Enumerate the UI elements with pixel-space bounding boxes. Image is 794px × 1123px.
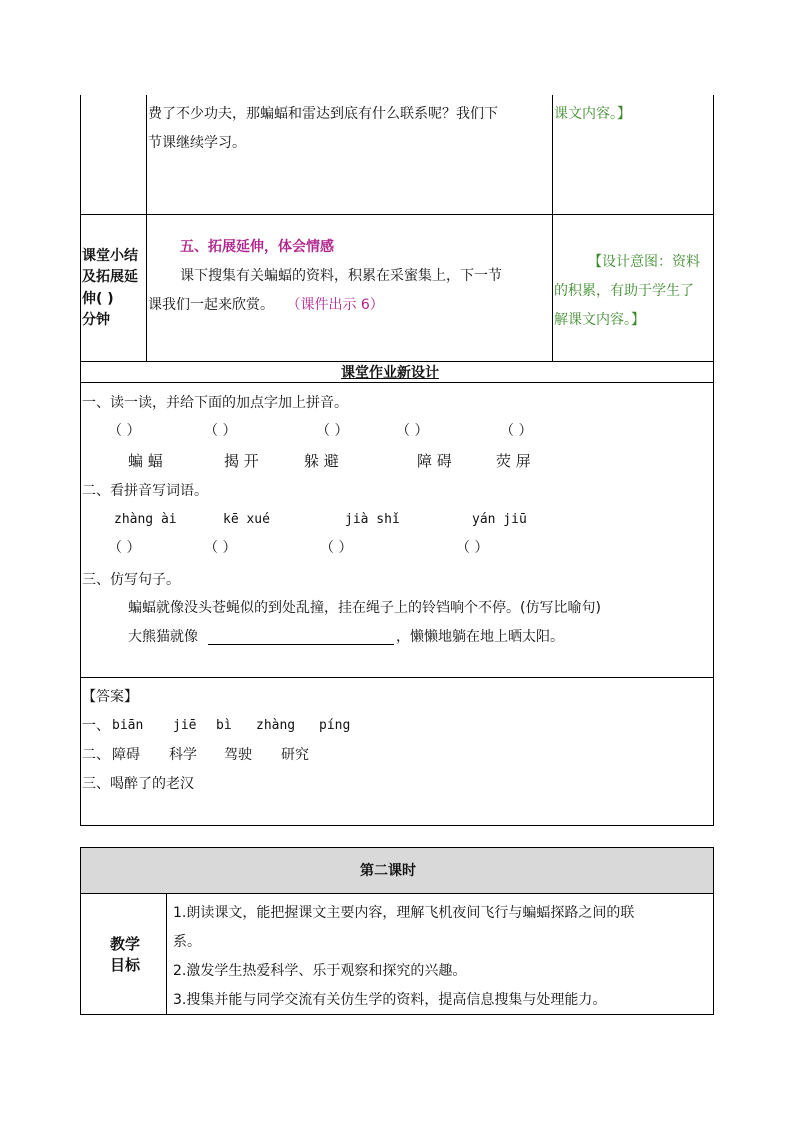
q1-bracket-5: （ ） bbox=[500, 423, 533, 439]
q1-title: 一、读一读，并给下面的加点字加上拼音。 bbox=[82, 395, 348, 411]
q1-bracket-4: （ ） bbox=[396, 423, 429, 439]
answer2-word-3: 驾驶 bbox=[224, 747, 252, 763]
answer3: 三、喝醉了的老汉 bbox=[82, 776, 194, 792]
q2-bracket-4: （ ） bbox=[456, 540, 489, 556]
q2-title: 二、看拼音写词语。 bbox=[82, 483, 208, 499]
q1-word-4: 障 碍 bbox=[417, 452, 452, 470]
goal1-line1: 1.朗读课文，能把握课文主要内容，理解飞机夜间飞行与蝙蝠探路之间的联 bbox=[173, 905, 635, 921]
teaching-goals-label-line1: 教学 bbox=[110, 935, 141, 953]
q1-bracket-3: （ ） bbox=[316, 423, 349, 439]
row1-text-line2: 节课继续学习。 bbox=[148, 135, 246, 151]
q1-bracket-2: （ ） bbox=[204, 423, 237, 439]
row2-label-line3: 伸( ) bbox=[82, 291, 114, 307]
answers-title: 【答案】 bbox=[82, 689, 138, 705]
q2-pinyin-2: kē xué bbox=[223, 512, 270, 527]
second-lesson-title: 第二课时 bbox=[360, 863, 416, 879]
homework-title: 课堂作业新设计 bbox=[341, 365, 439, 381]
q1-word-3: 躲 避 bbox=[304, 452, 339, 470]
row2-text-line2 bbox=[148, 295, 384, 315]
q2-pinyin-1: zhàng ài bbox=[114, 512, 177, 527]
q2-pinyin-3: jià shǐ bbox=[345, 512, 400, 527]
q1-word-1: 蝙 蝠 bbox=[128, 452, 163, 470]
goal1-line2: 系。 bbox=[173, 934, 201, 950]
q2-bracket-3: （ ） bbox=[320, 540, 353, 556]
q1-word-5: 荧 屏 bbox=[496, 452, 531, 470]
row2-design-note-line3: 解课文内容。】 bbox=[554, 312, 645, 328]
q1-bracket-1: （ ） bbox=[108, 423, 141, 439]
q1-word-2: 揭 开 bbox=[224, 452, 259, 470]
answer1-pinyin-5: píng bbox=[319, 718, 351, 733]
row2-label-line1: 课堂小结 bbox=[82, 248, 138, 264]
row1-design-note: 课文内容。】 bbox=[554, 106, 631, 122]
teaching-goals-label-line2: 目标 bbox=[110, 956, 141, 974]
goal2: 2.激发学生热爱科学、乐于观察和探究的兴趣。 bbox=[173, 963, 467, 979]
row2-label-line2: 及拓展延 bbox=[82, 269, 138, 285]
q2-bracket-1: （ ） bbox=[108, 540, 141, 556]
answer1-label: 一、 bbox=[82, 718, 110, 734]
q3-answer-blank[interactable] bbox=[208, 644, 394, 645]
answer2-label: 二、 bbox=[82, 747, 110, 763]
row2-design-note-line1: 【设计意图：资料 bbox=[588, 254, 700, 270]
q2-bracket-2: （ ） bbox=[204, 540, 237, 556]
answer2-word-4: 研究 bbox=[281, 747, 309, 763]
goal3: 3.搜集并能与同学交流有关仿生学的资料，提高信息搜集与处理能力。 bbox=[173, 992, 607, 1008]
answer1-pinyin-3: bì bbox=[216, 718, 232, 733]
row2-text-line1: 课下搜集有关蝙蝠的资料，积累在采蜜集上，下一节 bbox=[180, 268, 502, 284]
answer2-word-2: 科学 bbox=[169, 747, 197, 763]
answer1-pinyin-1: biān bbox=[112, 718, 144, 733]
q3-prompt-start: 大熊猫就像 bbox=[128, 629, 198, 645]
q3-title: 三、仿写句子。 bbox=[82, 572, 180, 588]
q3-prompt-end: ，懒懒地躺在地上晒太阳。 bbox=[396, 629, 564, 645]
row2-text-line2a: 课我们一起来欣赏。 bbox=[148, 297, 274, 313]
row2-courseware-note: （课件出示 6） bbox=[286, 297, 384, 313]
answer1-pinyin-4: zhàng bbox=[256, 718, 296, 733]
q2-pinyin-4: yán jiū bbox=[472, 512, 527, 527]
row2-heading: 五、拓展延伸，体会情感 bbox=[180, 239, 334, 255]
answer1-pinyin-2: jiē bbox=[173, 718, 197, 733]
row2-label-line4: 分钟 bbox=[82, 312, 110, 328]
answer2-word-1: 障碍 bbox=[112, 747, 140, 763]
row2-design-note-line2: 的积累，有助于学生了 bbox=[554, 283, 694, 299]
row1-text-line1: 费了不少功夫，那蝙蝠和雷达到底有什么联系呢？我们下 bbox=[148, 106, 498, 122]
q3-example: 蝙蝠就像没头苍蝇似的到处乱撞，挂在绳子上的铃铛响个不停。(仿写比喻句) bbox=[128, 600, 601, 616]
